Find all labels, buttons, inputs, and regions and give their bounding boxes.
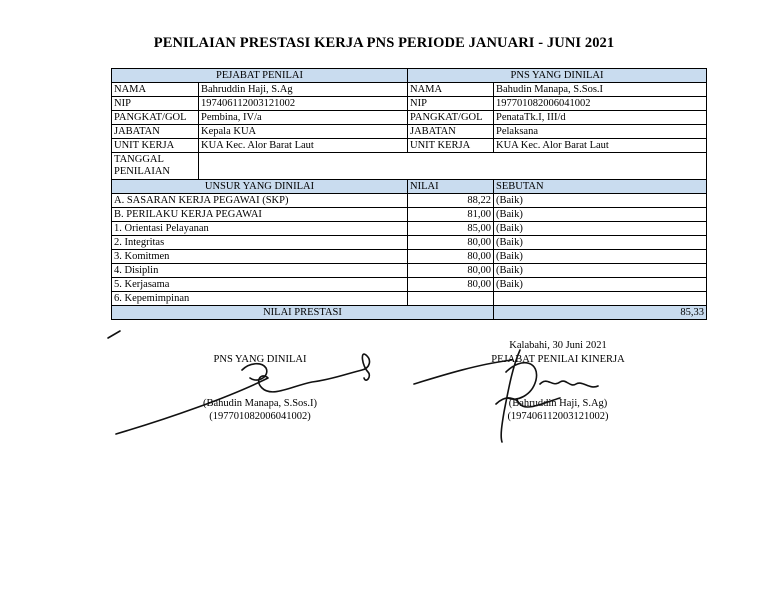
pejabat-value-pangkat: Pembina, IV/a [199, 111, 408, 125]
score-sebutan: (Baik) [494, 194, 707, 208]
signature-name-left: (Bahudin Manapa, S.Sos.I) [202, 398, 318, 409]
nilai-prestasi-value: 85,33 [494, 306, 707, 320]
score-unsur: 4. Disiplin [112, 264, 408, 278]
signature-nip-left: (197701082006041002) [209, 411, 311, 422]
score-nilai: 80,00 [408, 236, 494, 250]
score-sebutan: (Baik) [494, 250, 707, 264]
score-unsur: 1. Orientasi Pelayanan [112, 222, 408, 236]
pns-value-nama: Bahudin Manapa, S.Sos.I [494, 83, 707, 97]
signature-mark-left-tick [108, 331, 120, 338]
pejabat-label-pangkat: PANGKAT/GOL [112, 111, 199, 125]
score-unsur: 5. Kerjasama [112, 278, 408, 292]
pejabat-value-jabatan: Kepala KUA [199, 125, 408, 139]
pns-value-jabatan: Pelaksana [494, 125, 707, 139]
tanggal-penilaian-label: TANGGAL PENILAIAN [112, 153, 199, 180]
pns-value-unit: KUA Kec. Alor Barat Laut [494, 139, 707, 153]
score-sebutan: (Baik) [494, 278, 707, 292]
score-nilai: 80,00 [408, 264, 494, 278]
score-sebutan: (Baik) [494, 222, 707, 236]
score-sebutan: (Baik) [494, 236, 707, 250]
signature-place-date: Kalabahi, 30 Juni 2021 [509, 340, 607, 351]
pejabat-label-jabatan: JABATAN [112, 125, 199, 139]
signature-left-loop [242, 364, 267, 380]
signature-nip-right: (197406112003121002) [507, 411, 609, 422]
signature-left [116, 354, 369, 434]
page-title: PENILAIAN PRESTASI KERJA PNS PERIODE JANUARI - JUNI 2021 [153, 35, 615, 51]
pejabat-value-nip: 197406112003121002 [199, 97, 408, 111]
signature-right-main [501, 350, 598, 442]
pns-label-jabatan: JABATAN [408, 125, 494, 139]
score-unsur: A. SASARAN KERJA PEGAWAI (SKP) [112, 194, 408, 208]
pns-value-nip: 197701082006041002 [494, 97, 707, 111]
signature-title-left: PNS YANG DINILAI [213, 354, 307, 365]
pns-label-nip: NIP [408, 97, 494, 111]
pns-label-pangkat: PANGKAT/GOL [408, 111, 494, 125]
header-pns-dinilai: PNS YANG DINILAI [408, 69, 707, 83]
score-unsur: 2. Integritas [112, 236, 408, 250]
signature-right-lead [414, 360, 512, 384]
score-unsur: 6. Kepemimpinan [112, 292, 408, 306]
signature-title-right: PEJABAT PENILAI KINERJA [491, 354, 625, 365]
score-unsur: B. PERILAKU KERJA PEGAWAI [112, 208, 408, 222]
pejabat-label-unit: UNIT KERJA [112, 139, 199, 153]
score-nilai: 88,22 [408, 194, 494, 208]
pns-label-nama: NAMA [408, 83, 494, 97]
score-sebutan: (Baik) [494, 264, 707, 278]
score-nilai: 80,00 [408, 250, 494, 264]
score-nilai: 85,00 [408, 222, 494, 236]
score-unsur: 3. Komitmen [112, 250, 408, 264]
score-nilai: 81,00 [408, 208, 494, 222]
pejabat-value-nama: Bahruddin Haji, S.Ag [199, 83, 408, 97]
header-pejabat-penilai: PEJABAT PENILAI [112, 69, 408, 83]
pns-label-unit: UNIT KERJA [408, 139, 494, 153]
signature-name-right: (Bahruddin Haji, S.Ag) [508, 398, 608, 409]
pejabat-label-nama: NAMA [112, 83, 199, 97]
header-nilai: NILAI [408, 180, 494, 194]
score-nilai: 80,00 [408, 278, 494, 292]
nilai-prestasi-label: NILAI PRESTASI [112, 306, 494, 320]
pns-value-pangkat: PenataTk.I, III/d [494, 111, 707, 125]
score-sebutan: (Baik) [494, 208, 707, 222]
header-sebutan: SEBUTAN [494, 180, 707, 194]
pejabat-label-nip: NIP [112, 97, 199, 111]
header-unsur: UNSUR YANG DINILAI [112, 180, 408, 194]
pejabat-value-unit: KUA Kec. Alor Barat Laut [199, 139, 408, 153]
